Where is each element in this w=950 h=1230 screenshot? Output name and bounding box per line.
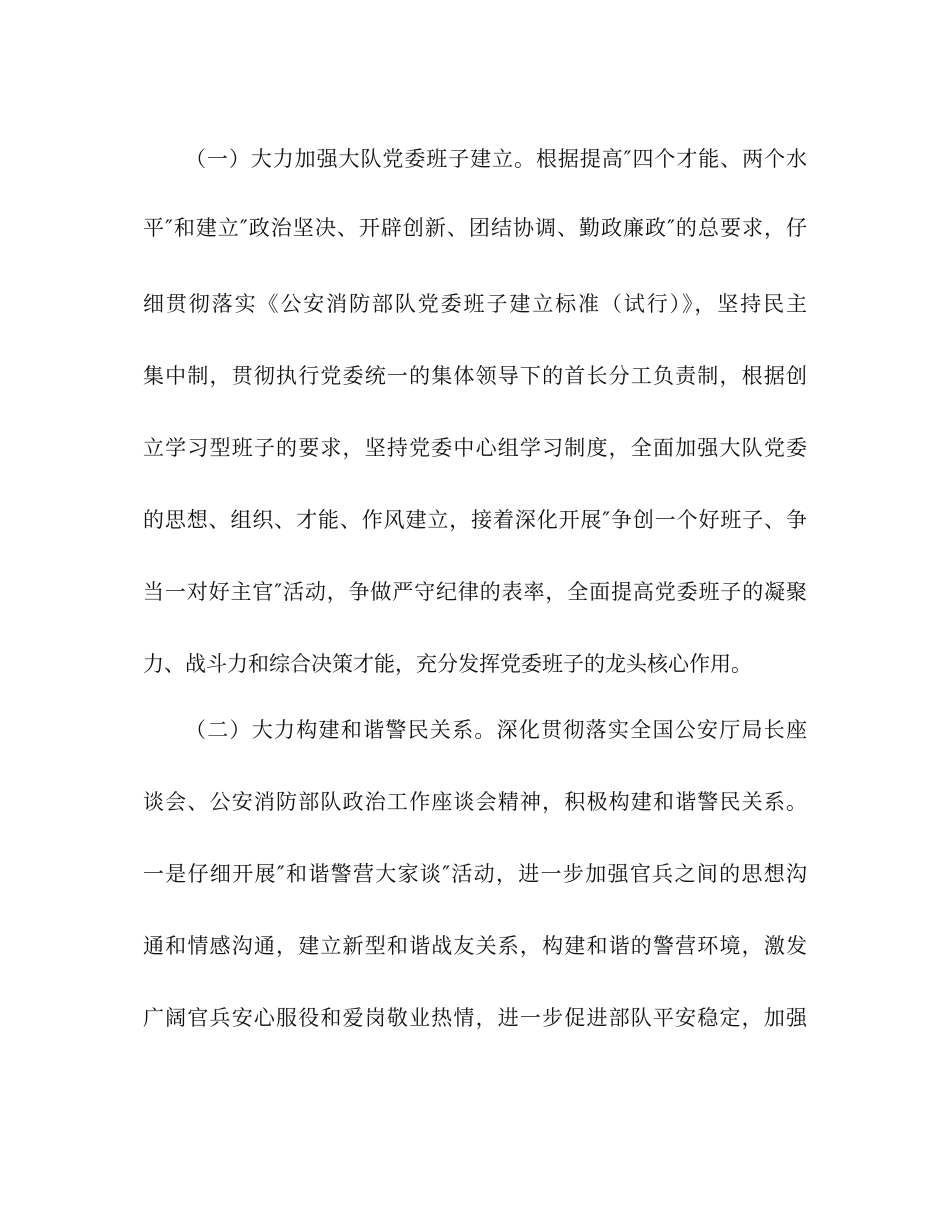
paragraph-2-line-5: 广阔官兵安心服役和爱岗敬业热情，进一步促进部队平安稳定，加强 xyxy=(143,1006,807,1030)
paragraph-1-line-6: 的思想、组织、才能、作风建立，接着深化开展″争创一个好班子、争 xyxy=(143,508,807,532)
paragraph-2-line-3: 一是仔细开展″和谐警营大家谈″活动，进一步加强官兵之间的思想沟 xyxy=(143,862,807,886)
paragraph-1-line-3: 细贯彻落实《公安消防部队党委班子建立标准（试行）》，坚持民主 xyxy=(143,292,807,316)
paragraph-1-line-7: 当一对好主官″活动，争做严守纪律的表率，全面提高党委班子的凝聚 xyxy=(143,580,807,604)
paragraph-1-line-8: 力、战斗力和综合决策才能，充分发挥党委班子的龙头核心作用。 xyxy=(143,652,752,676)
paragraph-2-line-4: 通和情感沟通，建立新型和谐战友关系，构建和谐的警营环境，激发 xyxy=(143,934,807,958)
paragraph-1-line-4: 集中制，贯彻执行党委统一的集体领导下的首长分工负责制，根据创 xyxy=(143,364,807,388)
paragraph-1-line-5: 立学习型班子的要求，坚持党委中心组学习制度，全面加强大队党委 xyxy=(143,436,807,460)
paragraph-1-line-1: （一）大力加强大队党委班子建立。根据提高″四个才能、两个水 xyxy=(185,147,807,171)
paragraph-2-line-1: （二）大力构建和谐警民关系。深化贯彻落实全国公安厅局长座 xyxy=(185,718,807,742)
paragraph-1-line-2: 平″和建立″政治坚决、开辟创新、团结协调、勤政廉政″的总要求，仔 xyxy=(143,216,807,240)
paragraph-2-line-2: 谈会、公安消防部队政治工作座谈会精神，积极构建和谐警民关系。 xyxy=(143,790,807,814)
